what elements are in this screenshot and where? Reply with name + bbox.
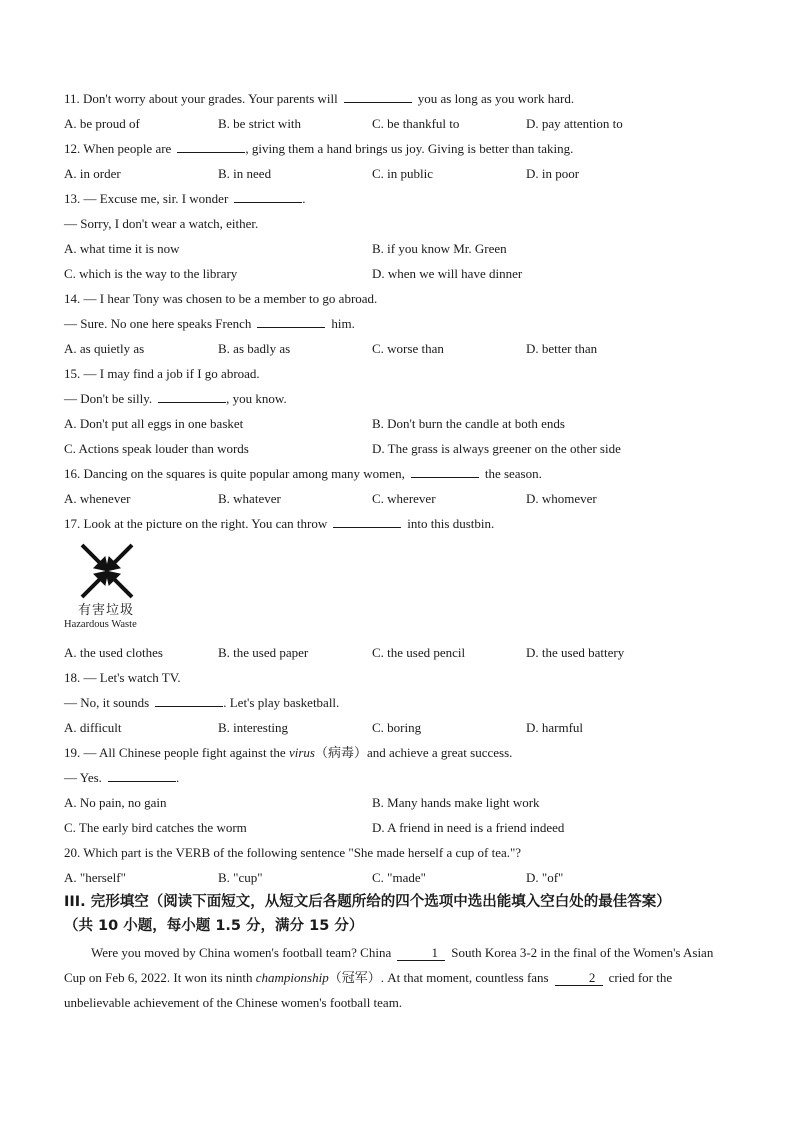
- q18-option-b: B. interesting: [218, 720, 289, 735]
- question-14-reply-b: him.: [331, 316, 355, 331]
- answer-blank: [234, 190, 302, 203]
- question-19-reply: [64, 769, 179, 787]
- question-12-text-a: 12. When people are: [64, 141, 172, 156]
- question-18-reply-a: — No, it sounds: [64, 695, 150, 710]
- question-15-reply-b: , you know.: [226, 391, 287, 406]
- question-16-text-b: the season.: [484, 466, 542, 481]
- q16-option-d: D. whomever: [526, 491, 597, 506]
- q15-option-c: C. Actions speak louder than words: [64, 441, 249, 456]
- hazardous-waste-icon: [64, 541, 154, 601]
- question-19-text-b: （病毒）and achieve a great success.: [314, 745, 513, 760]
- question-14-reply: [64, 315, 355, 333]
- passage-text-a: Were you moved by China women's football team? China: [91, 945, 392, 960]
- question-17-text-b: into this dustbin.: [407, 516, 495, 531]
- section-3-subtitle: （共 10 小题，每小题 1.5 分，满分 15 分）: [64, 918, 364, 934]
- question-18-reply: [64, 694, 339, 712]
- passage-text-d: cried for the unbelievable achievement of the Chinese women's football team.: [64, 970, 673, 1010]
- question-13-stem: [64, 190, 306, 208]
- q18-option-c: C. boring: [372, 720, 422, 735]
- question-15-reply: [64, 390, 287, 408]
- question-15-reply-a: — Don't be silly.: [64, 391, 153, 406]
- q12-option-c: C. in public: [372, 166, 434, 181]
- question-19-reply-a: — Yes.: [64, 770, 102, 785]
- question-13-text-a: 13. — Excuse me, sir. I wonder: [64, 191, 229, 206]
- q20-option-c: C. "made": [372, 870, 426, 885]
- question-17-stem: [64, 515, 494, 533]
- q14-option-d: D. better than: [526, 341, 598, 356]
- q15-option-b: B. Don't burn the candle at both ends: [372, 416, 565, 431]
- question-13-reply: — Sorry, I don't wear a watch, either.: [64, 216, 259, 231]
- q11-option-a: A. be proud of: [64, 116, 140, 131]
- q17-option-a: A. the used clothes: [64, 645, 163, 660]
- question-18-reply-b: . Let's play basketball.: [223, 695, 340, 710]
- q19-option-b: B. Many hands make light work: [372, 795, 540, 810]
- question-19-text-a: 19. — All Chinese people fight against the: [64, 745, 286, 760]
- cloze-passage: [64, 940, 732, 1015]
- question-12-stem: [64, 140, 573, 158]
- q16-option-b: B. whatever: [218, 491, 281, 506]
- q20-option-b: B. "cup": [218, 870, 263, 885]
- q14-option-a: A. as quietly as: [64, 341, 145, 356]
- question-11-stem: [64, 90, 574, 108]
- q17-option-d: D. the used battery: [526, 645, 625, 660]
- q13-option-d: D. when we will have dinner: [372, 266, 523, 281]
- question-11-text-b: you as long as you work hard.: [417, 91, 575, 106]
- hazardous-waste-en-label: Hazardous Waste: [64, 619, 137, 630]
- question-12-text-b: , giving them a hand brings us joy. Giving is better than taking.: [245, 141, 574, 156]
- question-11-text-a: 11. Don't worry about your grades. Your parents will: [64, 91, 338, 106]
- q13-option-c: C. which is the way to the library: [64, 266, 238, 281]
- hazardous-waste-image: [64, 541, 154, 636]
- q18-option-d: D. harmful: [526, 720, 584, 735]
- question-20-stem: 20. Which part is the VERB of the following sentence "She made herself a cup of tea."?: [64, 845, 522, 860]
- question-14-stem: 14. — I hear Tony was chosen to be a member to go abroad.: [64, 291, 378, 306]
- q19-option-a: A. No pain, no gain: [64, 795, 167, 810]
- q16-option-a: A. whenever: [64, 491, 131, 506]
- q20-option-a: A. "herself": [64, 870, 126, 885]
- answer-blank: [155, 694, 223, 707]
- question-18-stem: 18. — Let's watch TV.: [64, 670, 181, 685]
- q15-option-d: D. The grass is always greener on the other side: [372, 441, 621, 456]
- question-14-reply-a: — Sure. No one here speaks French: [64, 316, 252, 331]
- q18-option-a: A. difficult: [64, 720, 122, 735]
- q14-option-c: C. worse than: [372, 341, 444, 356]
- passage-text-b: South Korea 3-2 in the final of the Women's Asian Cup on Feb 6, 2022. It won its ninth: [64, 945, 714, 985]
- q16-option-c: C. wherever: [372, 491, 436, 506]
- question-15-stem: 15. — I may find a job if I go abroad.: [64, 366, 260, 381]
- question-16-stem: [64, 465, 542, 483]
- passage-text-c: （冠军）. At that moment, countless fans: [328, 970, 549, 985]
- answer-blank: [177, 140, 245, 153]
- passage-italic: championship: [255, 970, 329, 985]
- answer-blank: [158, 390, 226, 403]
- answer-blank: [257, 315, 325, 328]
- question-19-reply-b: .: [175, 770, 180, 785]
- q20-option-d: D. "of": [526, 870, 564, 885]
- question-13-text-b: .: [302, 191, 306, 206]
- answer-blank: [108, 769, 176, 782]
- q11-option-c: C. be thankful to: [372, 116, 460, 131]
- q14-option-b: B. as badly as: [218, 341, 291, 356]
- q15-option-a: A. Don't put all eggs in one basket: [64, 416, 244, 431]
- q17-option-c: C. the used pencil: [372, 645, 466, 660]
- question-16-text-a: 16. Dancing on the squares is quite popular among many women,: [64, 466, 405, 481]
- question-19-stem: [64, 744, 512, 762]
- q19-option-d: D. A friend in need is a friend indeed: [372, 820, 565, 835]
- answer-blank: [344, 90, 412, 103]
- hazardous-waste-cn-label: 有害垃圾: [78, 603, 135, 618]
- q13-option-b: B. if you know Mr. Green: [372, 241, 507, 256]
- q12-option-d: D. in poor: [526, 166, 580, 181]
- q17-option-b: B. the used paper: [218, 645, 309, 660]
- q12-option-b: B. in need: [218, 166, 272, 181]
- q13-option-a: A. what time it is now: [64, 241, 180, 256]
- answer-blank: [333, 515, 401, 528]
- cloze-blank-2: 2: [555, 971, 603, 986]
- question-17-text-a: 17. Look at the picture on the right. You can throw: [64, 516, 328, 531]
- question-19-italic: virus: [288, 745, 315, 760]
- cloze-blank-1: 1: [397, 946, 445, 961]
- q12-option-a: A. in order: [64, 166, 121, 181]
- answer-blank: [411, 465, 479, 478]
- q19-option-c: C. The early bird catches the worm: [64, 820, 247, 835]
- section-3-title: III. 完形填空（阅读下面短文，从短文后各题所给的四个选项中选出能填入空白处的最佳答案）: [64, 894, 671, 910]
- q11-option-d: D. pay attention to: [526, 116, 623, 131]
- q11-option-b: B. be strict with: [218, 116, 302, 131]
